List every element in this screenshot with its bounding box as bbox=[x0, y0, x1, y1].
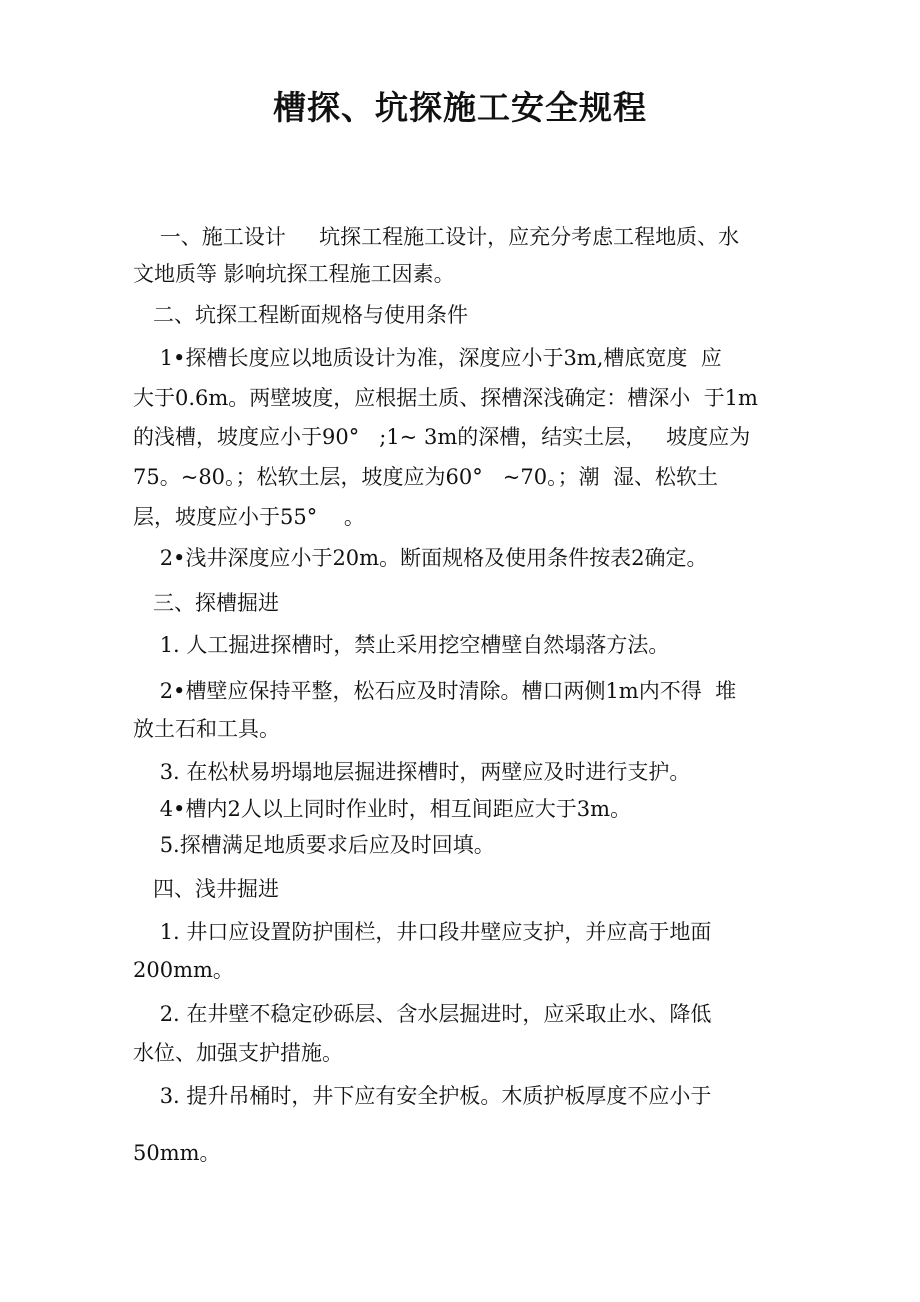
paragraph-line: 放土石和工具。 bbox=[133, 717, 280, 741]
section-heading: 二、坑探工程断面规格与使用条件 bbox=[133, 303, 469, 327]
paragraph-line: 200mm。 bbox=[133, 958, 234, 982]
paragraph-line: 4•槽内2人以上同时作业时，相互间距应大于3m。 bbox=[133, 797, 632, 821]
paragraph-line: 75。~80。；松软土层，坡度应为60° ~70。；潮 湿、松软土 bbox=[133, 465, 718, 489]
paragraph-line: 2•浅井深度应小于20m。断面规格及使用条件按表2确定。 bbox=[133, 546, 708, 570]
paragraph-line: 的浅槽，坡度应小于90° ;1~ 3m的深槽，结实土层， 坡度应为 bbox=[133, 425, 751, 449]
section-heading: 三、探槽掘进 bbox=[133, 591, 280, 615]
paragraph-line: 2•槽壁应保持平整，松石应及时清除。槽口两侧1m内不得 堆 bbox=[133, 679, 737, 703]
document-title: 槽探、坑探施工安全规程 bbox=[273, 88, 647, 127]
section-heading: 四、浅井掘进 bbox=[133, 877, 280, 901]
paragraph-line: 5.探槽满足地质要求后应及时回填。 bbox=[133, 833, 495, 857]
paragraph-line: 水位、加强支护措施。 bbox=[133, 1041, 343, 1065]
paragraph-line: 3. 在松枤易坍塌地层掘进探槽时，两壁应及时进行支护。 bbox=[133, 760, 691, 784]
paragraph-line: 3. 提升吊桶时，井下应有安全护板。木质护板厚度不应小于 bbox=[133, 1084, 712, 1108]
paragraph-line: 文地质等 影响坑探工程施工因素。 bbox=[133, 262, 455, 286]
paragraph-line: 1. 人工掘进探槽时，禁止采用挖空槽壁自然塌落方法。 bbox=[133, 633, 670, 657]
paragraph-line: 1•探槽长度应以地质设计为准，深度应小于3m,槽底宽度 应 bbox=[133, 346, 722, 370]
paragraph-line: 大于0.6m。两壁坡度，应根据土质、探槽深浅确定：槽深小 于1m bbox=[133, 386, 758, 410]
paragraph-line: 层，坡度应小于55° 。 bbox=[133, 505, 365, 529]
paragraph-line: 2. 在井壁不稳定砂砾层、含水层掘进时，应采取止水、降低 bbox=[133, 1002, 712, 1026]
paragraph-line: 50mm。 bbox=[133, 1141, 221, 1165]
paragraph-line: 1. 井口应设置防护围栏，井口段井壁应支护，并应高于地面 bbox=[133, 920, 712, 944]
paragraph-line: 一、施工设计 坑探工程施工设计，应充分考虑工程地质、水 bbox=[133, 225, 740, 249]
